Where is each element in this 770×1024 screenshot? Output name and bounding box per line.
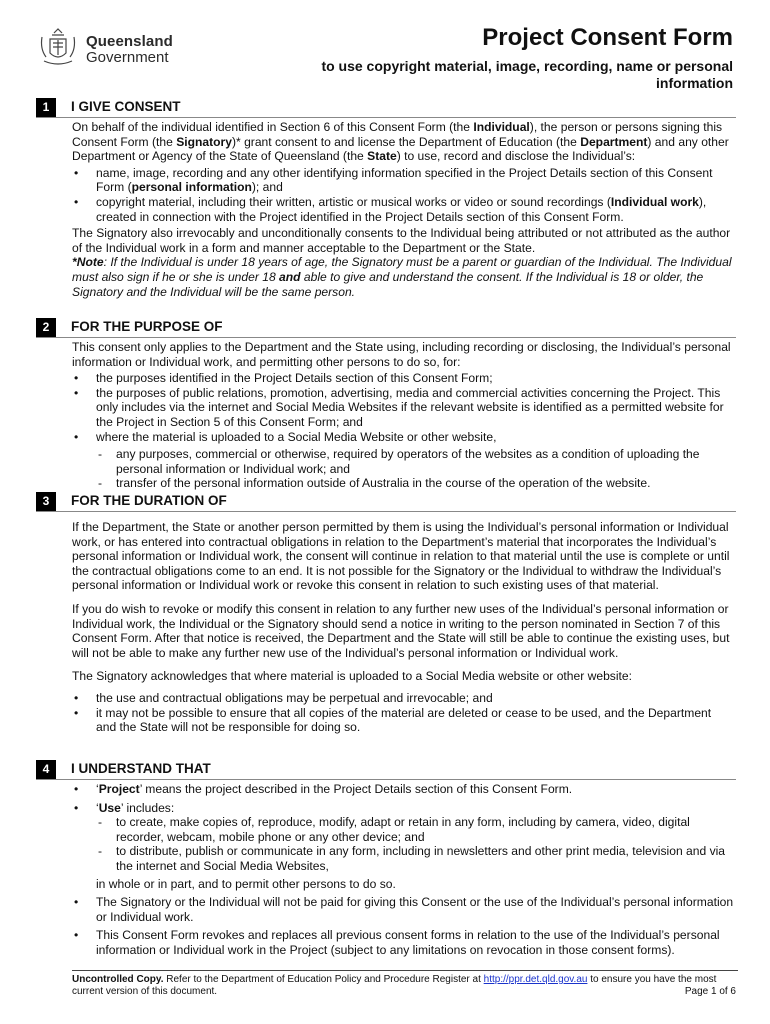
section-number: 2 — [36, 318, 56, 337]
list-item: • The Signatory or the Individual will not be paid for giving this Consent or the use of the Individual’s personal information or Individual work. — [72, 895, 734, 924]
list-item: • This Consent Form revokes and replaces all previous consent forms in relation to the use of the Individual’s personal information or Individual work in the Project (subject to any limitations on revocation in those consent forms). — [72, 928, 734, 957]
section-number: 1 — [36, 98, 56, 117]
list-item: • the use and contractual obligations may be perpetual and irrevocable; and — [72, 691, 734, 706]
section-2 — [36, 318, 736, 491]
list-item: • where the material is uploaded to a Social Media Website or other website, — [72, 430, 734, 445]
use-tail: in whole or in part, and to permit other persons to do so. — [96, 876, 396, 891]
section-title: FOR THE DURATION OF — [71, 493, 227, 508]
page-title: Project Consent Form — [482, 24, 733, 51]
social-media-paragraph: The Signatory acknowledges that where material is uploaded to a Social Media website or other website: — [72, 669, 632, 684]
consent-intro: On behalf of the individual identified in Section 6 of this Consent Form (the Individual), the person or persons signing this Consent Form (the Signatory)* grant consent to and license the Department of Education (the Department) and any other Department or Agency of the State of Queensland (the State) to use, record and disclose the Individual’s: — [72, 120, 729, 164]
list-item: - any purposes, commercial or otherwise, required by operators of the websites as a condition of uploading the personal information or Individual work; and — [96, 447, 734, 476]
list-item: • copyright material, including their written, artistic or musical works or video or sound recordings (Individual work), created in connection with the Project identified in the Project Details section of this Consent Form. — [72, 195, 734, 224]
section-number: 4 — [36, 760, 56, 779]
revoke-paragraph: If you do wish to revoke or modify this consent in relation to any further new uses of the Individual’s personal information or Individual work, the Individual or the Signatory should send a notice in writing to the person nominated in Section 7 of this Consent Form. After that notice is received, the Department and the State will still be able to continue the existing uses, but will not be able to make any further new use of the Individual’s personal information or Individual work. — [72, 601, 730, 660]
list-item: • it may not be possible to ensure that all copies of the material are deleted or cease to be used, and the Department and the State will not be responsible for doing so. — [72, 706, 734, 735]
section-header — [36, 318, 736, 338]
list-item: • ‘Use’ includes: - to create, make copies of, reproduce, modify, adapt or retain in any form, including by camera, video, digital recorder, webcam, mobile phone or any other device; and - to distribute, publish or communicate in any form, including in newsletters and other print media, television and via the internet and Social Media Websites, in whole or in part, and to permit other persons to do so. — [72, 801, 734, 892]
section-4 — [36, 760, 736, 958]
list-item: • the purposes identified in the Project Details section of this Consent Form; — [72, 371, 734, 386]
attribution-paragraph: The Signatory also irrevocably and unconditionally consents to the Individual being attributed or not attributed as the author of the Individual work in a form and manner acceptable to the Department or the State. — [72, 226, 731, 255]
list-item: • ‘Project’ means the project described in the Project Details section of this Consent Form. — [72, 782, 734, 797]
section-title: I UNDERSTAND THAT — [71, 761, 211, 776]
section-title: FOR THE PURPOSE OF — [71, 319, 223, 334]
logo-government-text: Government — [86, 49, 169, 66]
section-title: I GIVE CONSENT — [71, 99, 181, 114]
page-number: Page 1 of 6 — [684, 986, 736, 997]
list-item: • the purposes of public relations, promotion, advertising, media and commercial activities concerning the Project. This only includes via the internet and Social Media Websites if the relevant website is identified as a permitted website for the Project in Section 5 of this Consent Form; and — [72, 386, 734, 430]
section-number: 3 — [36, 492, 56, 511]
logo-queensland-text: Queensland — [86, 33, 173, 50]
purpose-intro: This consent only applies to the Department and the State using, including recording or disclosing, the Individual’s personal information or Individual work, and permitting other persons to do so, for: — [72, 340, 731, 369]
coat-of-arms-icon — [36, 27, 80, 69]
page-subtitle: to use copyright material, image, recording, name or personal information — [321, 58, 733, 91]
policy-register-link[interactable]: http://ppr.det.qld.gov.au — [483, 974, 588, 985]
section-header — [36, 98, 736, 118]
page-footer: Uncontrolled Copy. Refer to the Department of Education Policy and Procedure Register at http://ppr.det.qld.gov.au to ensure you have the most current version of this document. Page 1 of 6 — [72, 970, 738, 998]
uncontrolled-copy-label: Uncontrolled Copy. — [72, 974, 164, 985]
queensland-government-logo — [36, 27, 186, 69]
list-item: - to distribute, publish or communicate in any form, including in newsletters and other print media, television and via the internet and Social Media Websites, — [96, 844, 734, 873]
list-item: - to create, make copies of, reproduce, modify, adapt or retain in any form, including by camera, video, digital recorder, webcam, mobile phone or any other device; and — [96, 815, 734, 844]
section-3 — [36, 492, 736, 735]
list-item: - transfer of the personal information outside of Australia in the course of the operation of the website. — [96, 476, 734, 491]
list-item: • name, image, recording and any other identifying information specified in the Project Details section of this Consent Form (personal information); and — [72, 166, 734, 195]
section-header — [36, 760, 736, 780]
section-1 — [36, 98, 736, 299]
section-header — [36, 492, 736, 512]
duration-paragraph: If the Department, the State or another person permitted by them is using the Individual’s personal information or Individual work, or has entered into contractual obligations in relation to the Department’s material that incorporates the Individual’s personal information or Individual work, the consent will continue in relation to that material until the use is complete or until the contractual obligations come to an end. It is not possible for the Signatory or the Individual to withdraw the Individual’s personal information or Individual work or revoke this consent in relation to such existing uses of that material. — [72, 520, 730, 593]
age-note: *Note: If the Individual is under 18 years of age, the Signatory must be a parent or guardian of the Individual. The Individual must also sign if he or she is under 18 and able to give and understand the consent. If the Individual is 18 or older, the Signatory and the Individual will be the same person. — [72, 255, 732, 299]
